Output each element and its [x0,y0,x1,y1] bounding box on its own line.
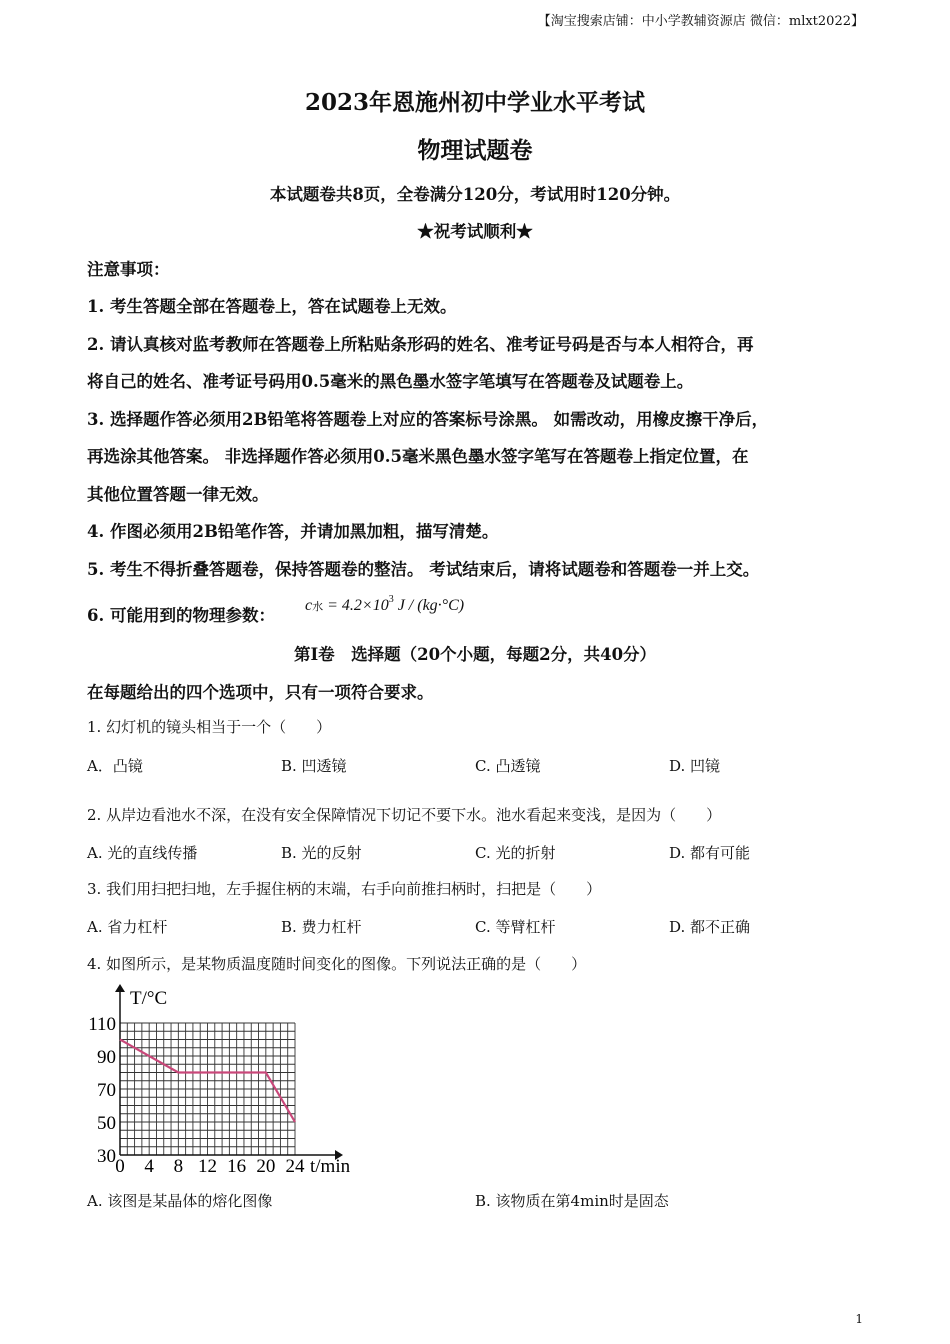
question-2-option-a[interactable]: A. 光的直线传播 [87,844,198,862]
question-1-option-b[interactable]: B. 凹透镜 [281,757,347,775]
question-2-option-b[interactable]: B. 光的反射 [281,844,362,862]
y-tick-label: 30 [97,1146,116,1167]
question-3-option-d[interactable]: D. 都不正确 [669,918,751,936]
question-2-stem: 2. 从岸边看池水不深，在没有安全保障情况下切记不要下水。池水看起来变浅，是因为（ ） [87,806,722,824]
y-axis-label: T/°C [130,988,168,1009]
question-3-stem: 3. 我们用扫把扫地，左手握住柄的末端，右手向前推扫柄时，扫把是（ ） [87,880,602,898]
exam-subtitle: 物理试题卷 [417,137,533,164]
chart-grid [120,1023,295,1155]
question-4-stem: 4. 如图所示，是某物质温度随时间变化的图像。下列说法正确的是（ ） [87,955,587,973]
x-tick-label: 20 [256,1156,276,1177]
x-tick-label: 12 [198,1156,217,1177]
y-tick-label: 110 [88,1014,116,1035]
page-header: 【淘宝搜索店铺：中小学教辅资源店 微信：mlxt2022】 [537,14,864,29]
section-instruction: 在每题给出的四个选项中，只有一项符合要求。 [87,683,434,702]
note-line: 1. 考生答题全部在答题卷上，答在试题卷上无效。 [87,297,457,316]
temperature-time-chart [80,980,380,1180]
y-axis-arrow [115,984,125,992]
exam-title: 2023年恩施州初中学业水平考试 [304,89,645,116]
notes-title: 注意事项： [87,260,170,279]
section-title: 第Ⅰ卷 选择题（20个小题，每题2分，共40分） [293,645,657,664]
x-tick-label: 4 [144,1156,154,1177]
note-line: 2. 请认真核对监考教师在答题卷上所粘贴条形码的姓名、准考证号码是否与本人相符合，再 [87,335,754,354]
note-line: 4. 作图必须用2B铅笔作答，并请加黑加粗，描写清楚。 [87,522,499,541]
question-3-option-b[interactable]: B. 费力杠杆 [281,918,362,936]
x-tick-label: 8 [173,1156,184,1177]
question-1-option-c[interactable]: C. 凸透镜 [475,757,541,775]
page-number: 1 [855,1312,863,1326]
question-4-option-a[interactable]: A. 该图是某晶体的熔化图像 [87,1192,273,1210]
question-1-option-a[interactable]: A．凸镜 [87,757,143,775]
question-1-stem: 1. 幻灯机的镜头相当于一个（ ） [87,718,332,736]
x-tick-label: 16 [227,1156,247,1177]
question-2-option-d[interactable]: D. 都有可能 [669,844,751,862]
note-line: 其他位置答题一律无效。 [87,485,269,504]
x-axis-label: t/min [310,1156,351,1177]
note-line: 再选涂其他答案。 非选择题作答必须用0.5毫米黑色墨水签字笔写在答题卷上指定位置，在 [87,447,749,466]
formula-value: = 4.2×10 [323,597,389,614]
formula-symbol: c [305,597,313,614]
question-3-option-c[interactable]: C. 等臂杠杆 [475,918,556,936]
question-3-option-a[interactable]: A. 省力杠杆 [87,918,168,936]
question-4-option-b[interactable]: B. 该物质在第4min时是固态 [475,1192,669,1210]
y-tick-label: 50 [97,1113,116,1134]
question-2-option-c[interactable]: C. 光的折射 [475,844,556,862]
formula-exponent: 3 [388,594,394,605]
note-line: 将自己的姓名、准考证号码用0.5毫米的黑色墨水签字笔填写在答题卷及试题卷上。 [87,372,694,391]
x-tick-label: 0 [115,1156,125,1177]
exam-wish: ★祝考试顺利★ [417,222,533,241]
y-tick-label: 70 [97,1080,116,1101]
y-tick-label: 90 [97,1047,116,1068]
specific-heat-formula [305,594,464,615]
question-1-option-d[interactable]: D. 凹镜 [669,757,721,775]
formula-subscript: 水 [312,601,324,613]
formula-unit: J / (kg·°C) [393,597,465,614]
note-line: 5. 考生不得折叠答题卷，保持答题卷的整洁。 考试结束后，请将试题卷和答题卷一并上交。 [87,560,760,579]
note-line: 3. 选择题作答必须用2B铅笔将答题卷上对应的答案标号涂黑。 如需改动，用橡皮擦干净后， [87,410,769,429]
x-tick-label: 24 [285,1156,305,1177]
exam-info: 本试题卷共8页，全卷满分120分，考试用时120分钟。 [269,185,681,204]
note-line: 6. 可能用到的物理参数： [87,606,275,625]
